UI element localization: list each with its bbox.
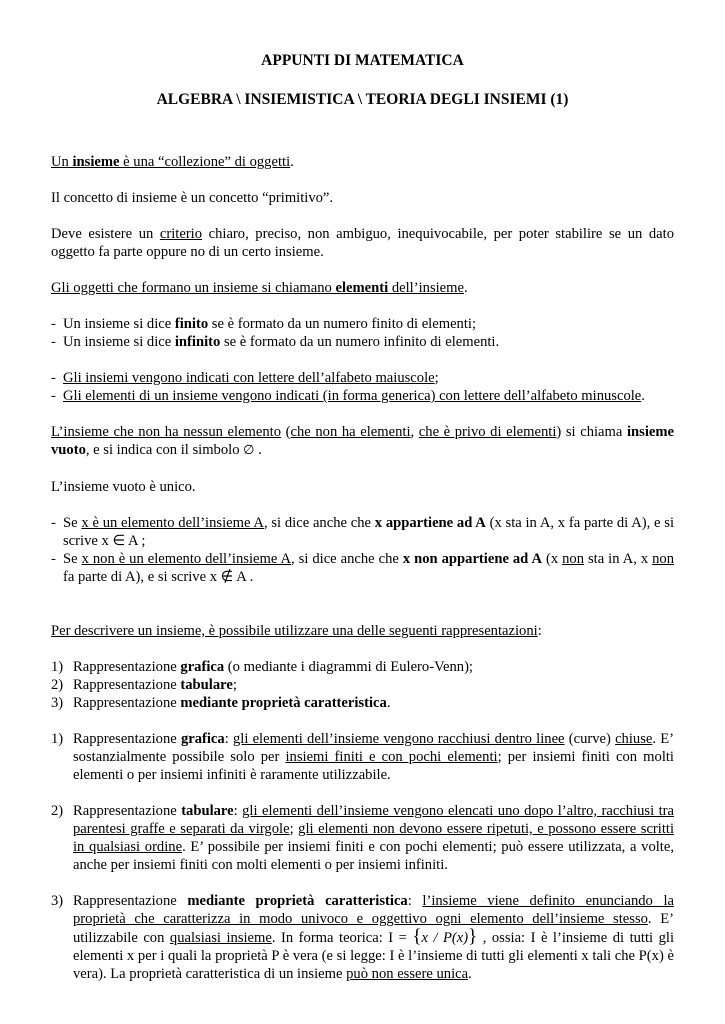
empty-unique-paragraph: L’insieme vuoto è unico. [51,479,196,495]
not-belongs-notation: x ∉ A [209,569,246,585]
list-item: 1) Rappresentazione grafica (o mediante i diagrammi di Eulero-Venn); [51,659,473,675]
elements-paragraph: Gli oggetti che formano un insieme si chiamano elementi dell’insieme. [51,280,468,296]
list-item: - Se x è un elemento dell’insieme A, si dice anche che x appartiene ad A (x sta in A, x fa parte di A), e si scrive x ∈ A ; [51,514,674,550]
list-item: - Gli insiemi vengono indicati con lettere dell’alfabeto maiuscole; [51,369,674,387]
tabular-representation [51,802,674,874]
empty-set-paragraph: L’insieme che non ha nessun elemento (che non ha elementi, che è privo di elementi) si chiama insieme vuoto, e si indica con il simbolo ∅ . [51,424,674,458]
belongs-notation: x ∈ A [101,533,138,549]
list-item: 2) Rappresentazione tabulare: gli elementi dell’insieme vengono elencati uno dopo l’altro, racchiusi tra parentesi graffe e separati da virgole; gli elementi non devono essere ripetuti, e possono essere scritti in qualsiasi ordine. E’ possibile per insiemi finiti e con pochi elementi; può essere utilizzata, a volte, anche per insiemi finiti con molti elementi o per insiemi infiniti. [51,803,674,873]
document-title: APPUNTI DI MATEMATICA [261,52,464,69]
representations-list [51,658,674,712]
criterio-paragraph: Deve esistere un criterio chiaro, preciso, non ambiguo, inequivocabile, per poter stabilire se un dato oggetto fa parte oppure no di un certo insieme. [51,226,674,260]
graphic-representation [51,730,674,784]
document-page [51,50,674,983]
list-item: 1) Rappresentazione grafica: gli elementi dell’insieme vengono racchiusi dentro linee (curve) chiuse. E’ sostanzialmente possibile solo per insiemi finiti e con pochi elementi; per insiemi finiti con molti elementi o per insiemi infiniti è raramente utilizzabile. [51,731,674,783]
finite-infinite-list [51,315,674,351]
def-text-c: è una “collezione” di oggetti [119,154,291,170]
list-item: 2) Rappresentazione tabulare; [51,677,237,693]
empty-set-term: insieme vuoto [51,424,674,458]
list-item: - Gli elementi di un insieme vengono indicati (in forma generica) con lettere dell’alfabeto minuscole. [51,387,674,405]
def-term-insieme: insieme [72,154,120,170]
list-item: 3) Rappresentazione mediante proprietà caratteristica: l’insieme viene definito enunciando la proprietà che caratterizza in modo univoco e oggettivo ogni elemento dell’insieme stesso. E’ utilizzabile con qualsiasi insieme. In forma teorica: I = {x / P(x)} , ossia: I è l’insieme di tutti gli elementi x per i quali la proprietà P è vera (e si legge: I è l’insieme di tutti gli elementi x tali che P(x) è vera). La proprietà caratteristica di un insieme può non essere unica. [51,893,674,982]
elements-term: elementi [335,280,389,296]
list-item: - Un insieme si dice finito se è formato da un numero finito di elementi; [51,315,674,333]
document-subtitle: ALGEBRA \ INSIEMISTICA \ TEORIA DEGLI INSIEMI (1) [156,91,569,108]
membership-list [51,514,674,586]
def-text-d: . [290,154,294,170]
notation-list [51,369,674,405]
set-builder-formula: {x / P(x)} [412,926,478,947]
list-item: 3) Rappresentazione mediante proprietà caratteristica. [51,695,391,711]
concept-paragraph: Il concetto di insieme è un concetto “primitivo”. [51,190,334,206]
property-representation [51,892,674,983]
criterio-term: criterio [159,226,203,242]
definition-paragraph [51,153,674,171]
representations-intro: Per descrivere un insieme, è possibile utilizzare una delle seguenti rappresentazioni: [51,623,542,639]
empty-set-symbol: ∅ [243,443,255,458]
def-text-a: Un [51,154,73,170]
list-item: - Un insieme si dice infinito se è formato da un numero infinito di elementi. [51,333,674,351]
list-item: - Se x non è un elemento dell’insieme A, si dice anche che x non appartiene ad A (x non sta in A, x non fa parte di A), e si scrive x ∉ A . [51,550,674,586]
